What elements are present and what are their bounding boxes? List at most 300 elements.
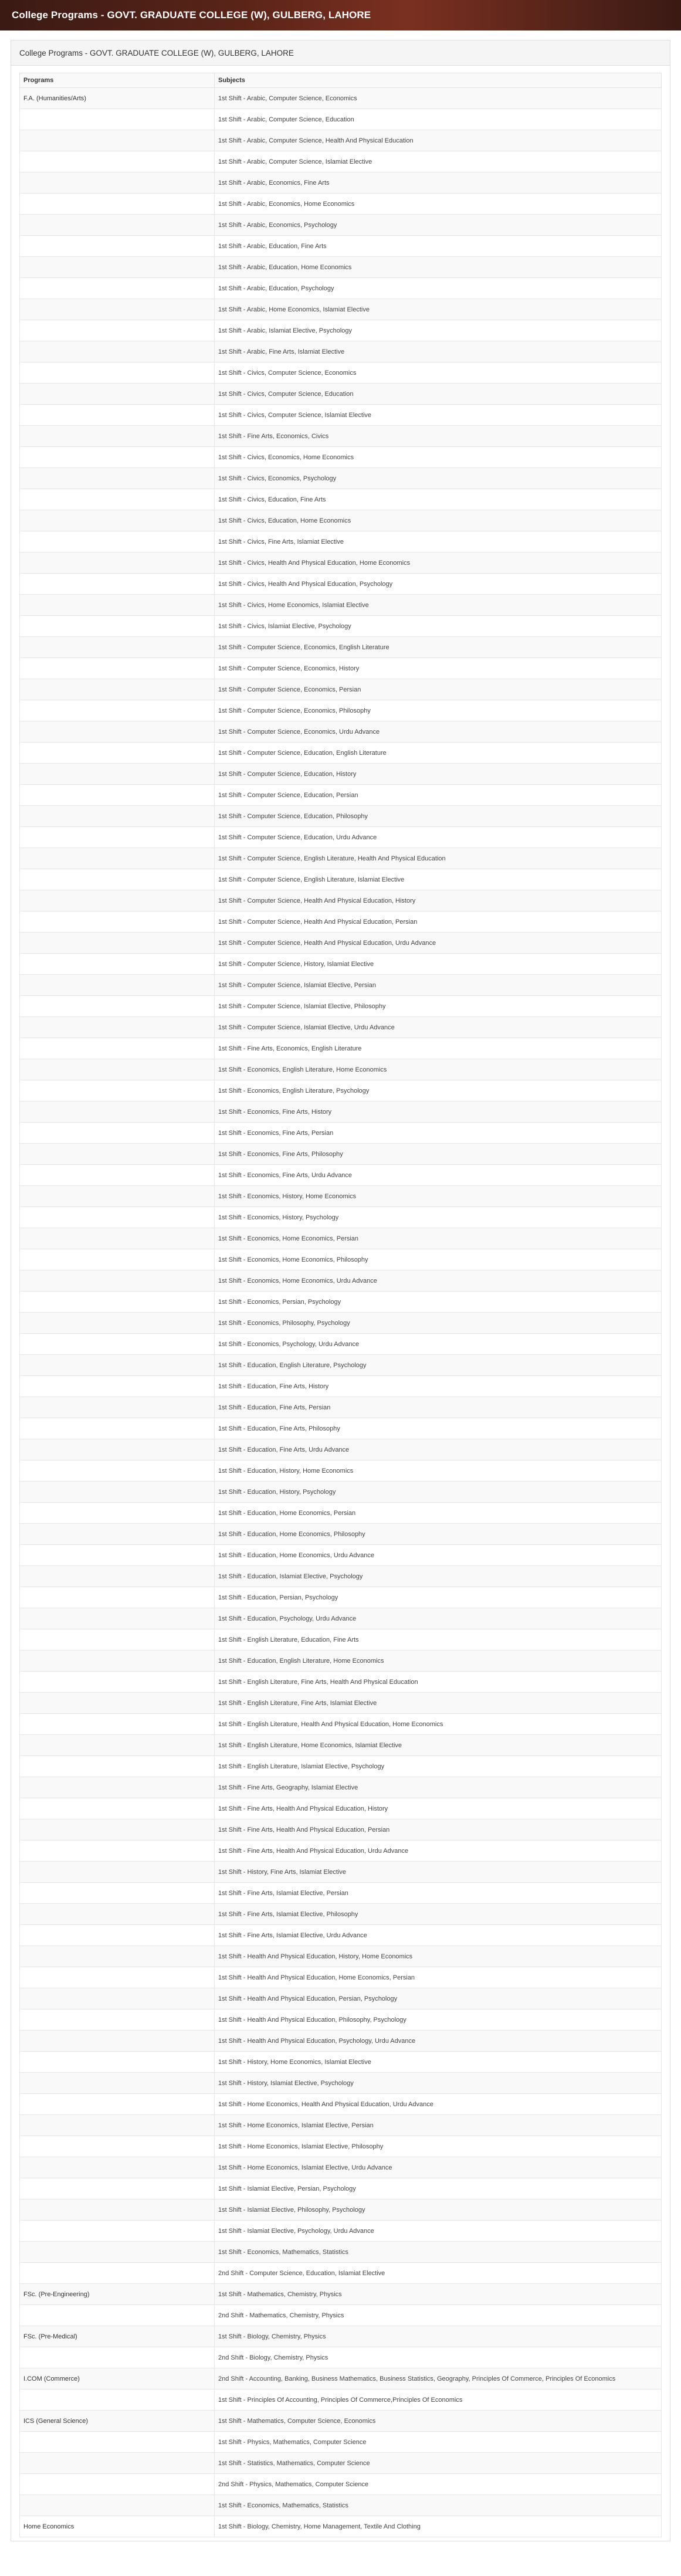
table-row xyxy=(20,1967,662,1988)
program-cell xyxy=(20,426,215,447)
program-cell xyxy=(20,1270,215,1292)
program-cell xyxy=(20,1292,215,1313)
subjects-cell: 1st Shift - Home Economics, Islamiat Elective, Urdu Advance xyxy=(215,2157,662,2178)
table-row xyxy=(20,2432,662,2453)
table-row xyxy=(20,1650,662,1672)
subjects-cell: 1st Shift - Health And Physical Education, Psychology, Urdu Advance xyxy=(215,2031,662,2052)
subjects-cell: 1st Shift - History, Home Economics, Islamiat Elective xyxy=(215,2052,662,2073)
table-row xyxy=(20,341,662,362)
subjects-cell: 1st Shift - Economics, History, Psychology xyxy=(215,1207,662,1228)
table-row xyxy=(20,1397,662,1418)
subjects-cell: 1st Shift - Civics, Economics, Home Economics xyxy=(215,447,662,468)
column-header-programs: Programs xyxy=(20,73,215,88)
program-cell xyxy=(20,1418,215,1439)
table-row xyxy=(20,1714,662,1735)
table-row xyxy=(20,384,662,405)
table-row xyxy=(20,1376,662,1397)
table-row xyxy=(20,574,662,595)
subjects-cell: 1st Shift - Education, English Literature, Home Economics xyxy=(215,1650,662,1672)
subjects-cell: 1st Shift - Civics, Islamiat Elective, Psychology xyxy=(215,616,662,637)
subjects-cell: 1st Shift - Computer Science, Education, Philosophy xyxy=(215,806,662,827)
program-cell xyxy=(20,531,215,553)
program-cell xyxy=(20,2178,215,2199)
table-row xyxy=(20,2389,662,2411)
table-row xyxy=(20,1608,662,1629)
subjects-cell: 1st Shift - Arabic, Islamiat Elective, Psychology xyxy=(215,320,662,341)
subjects-cell: 1st Shift - Physics, Mathematics, Computer Science xyxy=(215,2432,662,2453)
program-cell: FSc. (Pre-Medical) xyxy=(20,2326,215,2347)
table-row xyxy=(20,468,662,489)
program-cell xyxy=(20,468,215,489)
table-row xyxy=(20,1017,662,1038)
table-row xyxy=(20,2242,662,2263)
subjects-cell: 1st Shift - Health And Physical Education, Philosophy, Psychology xyxy=(215,2009,662,2031)
table-row xyxy=(20,1270,662,1292)
table-row xyxy=(20,1207,662,1228)
subjects-cell: 1st Shift - Education, History, Home Economics xyxy=(215,1460,662,1482)
subjects-cell: 1st Shift - Civics, Education, Fine Arts xyxy=(215,489,662,510)
subjects-cell: 1st Shift - Fine Arts, Islamiat Elective, Persian xyxy=(215,1883,662,1904)
subjects-cell: 1st Shift - English Literature, Education, Fine Arts xyxy=(215,1629,662,1650)
table-row xyxy=(20,151,662,172)
table-row xyxy=(20,1946,662,1967)
program-cell xyxy=(20,2495,215,2516)
table-row xyxy=(20,2305,662,2326)
table-row xyxy=(20,531,662,553)
subjects-cell: 1st Shift - Economics, Home Economics, Philosophy xyxy=(215,1249,662,1270)
table-row xyxy=(20,447,662,468)
table-row xyxy=(20,109,662,130)
program-cell xyxy=(20,236,215,257)
subjects-cell: 1st Shift - Civics, Computer Science, Islamiat Elective xyxy=(215,405,662,426)
program-cell xyxy=(20,1672,215,1693)
program-cell xyxy=(20,1904,215,1925)
program-cell: ICS (General Science) xyxy=(20,2411,215,2432)
table-row xyxy=(20,2031,662,2052)
program-cell xyxy=(20,215,215,236)
table-row xyxy=(20,1841,662,1862)
table-row xyxy=(20,1545,662,1566)
subjects-cell: 1st Shift - Arabic, Economics, Home Economics xyxy=(215,194,662,215)
program-cell xyxy=(20,320,215,341)
table-row xyxy=(20,827,662,848)
subjects-cell: 1st Shift - Economics, Philosophy, Psychology xyxy=(215,1313,662,1334)
program-cell xyxy=(20,151,215,172)
subjects-cell: 1st Shift - Education, English Literature, Psychology xyxy=(215,1355,662,1376)
table-row xyxy=(20,278,662,299)
subjects-cell: 1st Shift - Education, Home Economics, Persian xyxy=(215,1503,662,1524)
program-cell xyxy=(20,172,215,194)
subjects-cell: 1st Shift - Economics, History, Home Economics xyxy=(215,1186,662,1207)
program-cell xyxy=(20,827,215,848)
program-cell xyxy=(20,130,215,151)
program-cell xyxy=(20,2242,215,2263)
program-cell xyxy=(20,2221,215,2242)
subjects-cell: 1st Shift - Economics, English Literature, Psychology xyxy=(215,1080,662,1101)
subjects-cell: 1st Shift - Fine Arts, Economics, English Literature xyxy=(215,1038,662,1059)
table-row xyxy=(20,1418,662,1439)
program-cell xyxy=(20,2305,215,2326)
subjects-cell: 1st Shift - English Literature, Health And Physical Education, Home Economics xyxy=(215,1714,662,1735)
table-row xyxy=(20,869,662,890)
program-cell xyxy=(20,1967,215,1988)
program-cell xyxy=(20,1397,215,1418)
subjects-cell: 1st Shift - Education, History, Psychology xyxy=(215,1482,662,1503)
table-row xyxy=(20,1313,662,1334)
subjects-cell: 1st Shift - Economics, English Literature, Home Economics xyxy=(215,1059,662,1080)
subjects-cell: 2nd Shift - Physics, Mathematics, Computer Science xyxy=(215,2474,662,2495)
subjects-cell: 1st Shift - History, Fine Arts, Islamiat Elective xyxy=(215,1862,662,1883)
subjects-cell: 1st Shift - History, Islamiat Elective, Psychology xyxy=(215,2073,662,2094)
program-cell xyxy=(20,553,215,574)
program-cell xyxy=(20,1165,215,1186)
program-cell xyxy=(20,341,215,362)
table-row xyxy=(20,1080,662,1101)
program-cell: Home Economics xyxy=(20,2516,215,2537)
table-row xyxy=(20,1925,662,1946)
program-cell xyxy=(20,869,215,890)
program-cell xyxy=(20,384,215,405)
subjects-cell: 1st Shift - Computer Science, Health And Physical Education, Persian xyxy=(215,911,662,933)
program-cell xyxy=(20,1629,215,1650)
subjects-cell: 1st Shift - English Literature, Home Economics, Islamiat Elective xyxy=(215,1735,662,1756)
table-row xyxy=(20,1186,662,1207)
table-row xyxy=(20,1144,662,1165)
program-cell xyxy=(20,2073,215,2094)
subjects-cell: 2nd Shift - Computer Science, Education, Islamiat Elective xyxy=(215,2263,662,2284)
program-cell xyxy=(20,1249,215,1270)
table-row xyxy=(20,2199,662,2221)
table-row xyxy=(20,1904,662,1925)
table-row xyxy=(20,2453,662,2474)
table-row xyxy=(20,806,662,827)
program-cell xyxy=(20,1693,215,1714)
table-header-row xyxy=(20,73,662,88)
table-row xyxy=(20,1735,662,1756)
table-row xyxy=(20,595,662,616)
subjects-cell: 1st Shift - Computer Science, Economics, History xyxy=(215,658,662,679)
subjects-cell: 1st Shift - Arabic, Education, Home Economics xyxy=(215,257,662,278)
program-cell xyxy=(20,2115,215,2136)
table-row xyxy=(20,1101,662,1123)
program-cell xyxy=(20,2432,215,2453)
program-cell xyxy=(20,1101,215,1123)
program-cell xyxy=(20,299,215,320)
subjects-cell: 1st Shift - Civics, Computer Science, Economics xyxy=(215,362,662,384)
subjects-cell: 1st Shift - Arabic, Computer Science, Islamiat Elective xyxy=(215,151,662,172)
program-cell xyxy=(20,1714,215,1735)
program-cell xyxy=(20,1017,215,1038)
table-row xyxy=(20,785,662,806)
table-row xyxy=(20,2411,662,2432)
subjects-cell: 1st Shift - English Literature, Islamiat Elective, Psychology xyxy=(215,1756,662,1777)
program-cell xyxy=(20,1777,215,1798)
table-row xyxy=(20,2009,662,2031)
table-row xyxy=(20,911,662,933)
panel-heading: College Programs - GOVT. GRADUATE COLLEGE (W), GULBERG, LAHORE xyxy=(11,40,670,66)
table-row xyxy=(20,721,662,743)
table-row xyxy=(20,88,662,109)
subjects-cell: 1st Shift - Fine Arts, Health And Physical Education, Persian xyxy=(215,1819,662,1841)
subjects-cell: 1st Shift - Education, Home Economics, Urdu Advance xyxy=(215,1545,662,1566)
header-banner xyxy=(0,0,681,30)
table-row xyxy=(20,1503,662,1524)
table-row xyxy=(20,1798,662,1819)
subjects-cell: 1st Shift - Health And Physical Education, Home Economics, Persian xyxy=(215,1967,662,1988)
program-cell xyxy=(20,806,215,827)
subjects-cell: 1st Shift - Computer Science, History, Islamiat Elective xyxy=(215,954,662,975)
program-cell xyxy=(20,1482,215,1503)
subjects-cell: 1st Shift - Education, Fine Arts, Persian xyxy=(215,1397,662,1418)
table-row xyxy=(20,2474,662,2495)
program-cell xyxy=(20,1059,215,1080)
subjects-cell: 1st Shift - English Literature, Fine Arts, Islamiat Elective xyxy=(215,1693,662,1714)
subjects-cell: 1st Shift - Civics, Fine Arts, Islamiat Elective xyxy=(215,531,662,553)
subjects-cell: 1st Shift - Civics, Computer Science, Education xyxy=(215,384,662,405)
table-row xyxy=(20,2221,662,2242)
subjects-cell: 1st Shift - Computer Science, Health And Physical Education, History xyxy=(215,890,662,911)
subjects-cell: 1st Shift - Economics, Home Economics, Persian xyxy=(215,1228,662,1249)
subjects-cell: 1st Shift - Computer Science, Education, Urdu Advance xyxy=(215,827,662,848)
table-row xyxy=(20,2347,662,2368)
table-row xyxy=(20,236,662,257)
subjects-cell: 1st Shift - Biology, Chemistry, Physics xyxy=(215,2326,662,2347)
subjects-cell: 2nd Shift - Mathematics, Chemistry, Physics xyxy=(215,2305,662,2326)
program-cell xyxy=(20,1545,215,1566)
column-header-subjects: Subjects xyxy=(215,73,662,88)
table-row xyxy=(20,1249,662,1270)
table-row xyxy=(20,1777,662,1798)
program-cell xyxy=(20,2009,215,2031)
program-cell xyxy=(20,1144,215,1165)
program-cell xyxy=(20,257,215,278)
program-cell xyxy=(20,278,215,299)
table-row xyxy=(20,764,662,785)
table-row xyxy=(20,362,662,384)
subjects-cell: 1st Shift - Computer Science, Education, History xyxy=(215,764,662,785)
table-row xyxy=(20,996,662,1017)
program-cell xyxy=(20,1439,215,1460)
program-cell xyxy=(20,2052,215,2073)
table-row xyxy=(20,1482,662,1503)
table-row xyxy=(20,975,662,996)
table-row xyxy=(20,2495,662,2516)
program-cell xyxy=(20,1883,215,1904)
program-cell xyxy=(20,1587,215,1608)
subjects-cell: 1st Shift - Civics, Education, Home Economics xyxy=(215,510,662,531)
program-cell xyxy=(20,1566,215,1587)
table-row xyxy=(20,2326,662,2347)
subjects-cell: 1st Shift - Arabic, Fine Arts, Islamiat Elective xyxy=(215,341,662,362)
subjects-cell: 1st Shift - Computer Science, Economics, Persian xyxy=(215,679,662,700)
program-cell xyxy=(20,1862,215,1883)
subjects-cell: 1st Shift - Arabic, Education, Fine Arts xyxy=(215,236,662,257)
subjects-cell: 1st Shift - Home Economics, Health And Physical Education, Urdu Advance xyxy=(215,2094,662,2115)
program-cell xyxy=(20,2094,215,2115)
program-cell xyxy=(20,489,215,510)
subjects-cell: 1st Shift - Economics, Mathematics, Statistics xyxy=(215,2242,662,2263)
subjects-cell: 1st Shift - Civics, Health And Physical Education, Home Economics xyxy=(215,553,662,574)
table-row xyxy=(20,1038,662,1059)
table-row xyxy=(20,700,662,721)
subjects-cell: 1st Shift - Computer Science, Education, English Literature xyxy=(215,743,662,764)
subjects-cell: 2nd Shift - Accounting, Banking, Business Mathematics, Business Statistics, Geography, Principles Of Commerce, Principles Of Economics xyxy=(215,2368,662,2389)
subjects-cell: 1st Shift - Economics, Psychology, Urdu Advance xyxy=(215,1334,662,1355)
table-row xyxy=(20,679,662,700)
subjects-cell: 1st Shift - Islamiat Elective, Philosophy, Psychology xyxy=(215,2199,662,2221)
subjects-cell: 1st Shift - Education, Islamiat Elective, Psychology xyxy=(215,1566,662,1587)
subjects-cell: 1st Shift - Arabic, Economics, Psychology xyxy=(215,215,662,236)
table-row xyxy=(20,1292,662,1313)
subjects-cell: 1st Shift - Economics, Mathematics, Statistics xyxy=(215,2495,662,2516)
program-cell xyxy=(20,2263,215,2284)
table-row xyxy=(20,933,662,954)
subjects-cell: 1st Shift - Arabic, Computer Science, Education xyxy=(215,109,662,130)
subjects-cell: 1st Shift - Computer Science, Economics, Philosophy xyxy=(215,700,662,721)
subjects-cell: 1st Shift - Mathematics, Chemistry, Physics xyxy=(215,2284,662,2305)
program-cell xyxy=(20,1186,215,1207)
program-cell xyxy=(20,2157,215,2178)
program-cell xyxy=(20,1798,215,1819)
table-row xyxy=(20,489,662,510)
table-row xyxy=(20,2115,662,2136)
table-row xyxy=(20,320,662,341)
subjects-cell: 1st Shift - Education, Persian, Psychology xyxy=(215,1587,662,1608)
subjects-cell: 1st Shift - Fine Arts, Economics, Civics xyxy=(215,426,662,447)
subjects-cell: 1st Shift - Computer Science, English Literature, Health And Physical Education xyxy=(215,848,662,869)
program-cell xyxy=(20,2031,215,2052)
subjects-cell: 1st Shift - Economics, Home Economics, Urdu Advance xyxy=(215,1270,662,1292)
table-row xyxy=(20,2136,662,2157)
table-row xyxy=(20,510,662,531)
program-cell xyxy=(20,1460,215,1482)
table-row xyxy=(20,1862,662,1883)
subjects-cell: 1st Shift - Arabic, Education, Psychology xyxy=(215,278,662,299)
program-cell xyxy=(20,510,215,531)
subjects-cell: 1st Shift - Health And Physical Education, Persian, Psychology xyxy=(215,1988,662,2009)
subjects-cell: 1st Shift - Fine Arts, Islamiat Elective, Philosophy xyxy=(215,1904,662,1925)
program-cell xyxy=(20,2474,215,2495)
subjects-cell: 1st Shift - Mathematics, Computer Science, Economics xyxy=(215,2411,662,2432)
table-row xyxy=(20,2157,662,2178)
program-cell xyxy=(20,1988,215,2009)
program-cell xyxy=(20,764,215,785)
subjects-cell: 1st Shift - Economics, Fine Arts, Persian xyxy=(215,1123,662,1144)
subjects-cell: 1st Shift - Education, Home Economics, Philosophy xyxy=(215,1524,662,1545)
program-cell xyxy=(20,595,215,616)
table-row xyxy=(20,1756,662,1777)
subjects-cell: 1st Shift - Economics, Fine Arts, History xyxy=(215,1101,662,1123)
program-cell xyxy=(20,2136,215,2157)
program-cell xyxy=(20,1735,215,1756)
table-row xyxy=(20,2178,662,2199)
table-row xyxy=(20,130,662,151)
subjects-cell: 1st Shift - Computer Science, Islamiat Elective, Urdu Advance xyxy=(215,1017,662,1038)
program-cell xyxy=(20,637,215,658)
program-cell xyxy=(20,1524,215,1545)
table-row xyxy=(20,215,662,236)
subjects-cell: 1st Shift - Education, Fine Arts, Philosophy xyxy=(215,1418,662,1439)
program-cell xyxy=(20,447,215,468)
program-cell xyxy=(20,700,215,721)
program-cell: F.A. (Humanities/Arts) xyxy=(20,88,215,109)
program-cell xyxy=(20,194,215,215)
table-row xyxy=(20,1355,662,1376)
subjects-cell: 1st Shift - Arabic, Computer Science, Economics xyxy=(215,88,662,109)
program-cell xyxy=(20,2347,215,2368)
table-row xyxy=(20,257,662,278)
program-cell: FSc. (Pre-Engineering) xyxy=(20,2284,215,2305)
subjects-cell: 1st Shift - Education, Psychology, Urdu Advance xyxy=(215,1608,662,1629)
subjects-cell: 1st Shift - Home Economics, Islamiat Elective, Persian xyxy=(215,2115,662,2136)
table-row xyxy=(20,1165,662,1186)
table-row xyxy=(20,658,662,679)
subjects-cell: 1st Shift - Islamiat Elective, Psychology, Urdu Advance xyxy=(215,2221,662,2242)
subjects-cell: 1st Shift - Health And Physical Education, History, Home Economics xyxy=(215,1946,662,1967)
table-row xyxy=(20,1629,662,1650)
program-cell xyxy=(20,1650,215,1672)
program-cell xyxy=(20,721,215,743)
table-row xyxy=(20,1988,662,2009)
table-row xyxy=(20,1524,662,1545)
program-cell xyxy=(20,1355,215,1376)
subjects-cell: 1st Shift - Civics, Health And Physical Education, Psychology xyxy=(215,574,662,595)
table-row xyxy=(20,2263,662,2284)
table-row xyxy=(20,1123,662,1144)
programs-table xyxy=(19,73,662,2537)
subjects-cell: 1st Shift - Arabic, Home Economics, Islamiat Elective xyxy=(215,299,662,320)
table-row xyxy=(20,1059,662,1080)
subjects-cell: 1st Shift - Arabic, Computer Science, Health And Physical Education xyxy=(215,130,662,151)
program-cell xyxy=(20,1925,215,1946)
program-cell xyxy=(20,658,215,679)
panel-body xyxy=(11,66,670,2541)
subjects-cell: 1st Shift - Civics, Economics, Psychology xyxy=(215,468,662,489)
program-cell xyxy=(20,362,215,384)
table-row xyxy=(20,405,662,426)
subjects-cell: 1st Shift - Civics, Home Economics, Islamiat Elective xyxy=(215,595,662,616)
table-row xyxy=(20,2094,662,2115)
program-cell xyxy=(20,1756,215,1777)
program-cell xyxy=(20,1080,215,1101)
table-row xyxy=(20,1672,662,1693)
subjects-cell: 1st Shift - Computer Science, English Literature, Islamiat Elective xyxy=(215,869,662,890)
program-cell xyxy=(20,848,215,869)
program-cell xyxy=(20,975,215,996)
program-cell xyxy=(20,1334,215,1355)
table-row xyxy=(20,2284,662,2305)
table-row xyxy=(20,2073,662,2094)
subjects-cell: 1st Shift - Fine Arts, Islamiat Elective, Urdu Advance xyxy=(215,1925,662,1946)
program-cell xyxy=(20,933,215,954)
program-cell xyxy=(20,1228,215,1249)
subjects-cell: 1st Shift - Economics, Persian, Psychology xyxy=(215,1292,662,1313)
program-cell xyxy=(20,1946,215,1967)
program-cell xyxy=(20,1841,215,1862)
program-cell xyxy=(20,616,215,637)
program-cell xyxy=(20,1123,215,1144)
program-cell xyxy=(20,911,215,933)
subjects-cell: 1st Shift - Fine Arts, Health And Physical Education, Urdu Advance xyxy=(215,1841,662,1862)
subjects-cell: 1st Shift - Computer Science, Education, Persian xyxy=(215,785,662,806)
subjects-cell: 1st Shift - Statistics, Mathematics, Computer Science xyxy=(215,2453,662,2474)
table-row xyxy=(20,2052,662,2073)
table-row xyxy=(20,2516,662,2537)
table-row xyxy=(20,890,662,911)
subjects-cell: 1st Shift - Islamiat Elective, Persian, Psychology xyxy=(215,2178,662,2199)
subjects-cell: 1st Shift - Education, Fine Arts, History xyxy=(215,1376,662,1397)
program-cell xyxy=(20,405,215,426)
